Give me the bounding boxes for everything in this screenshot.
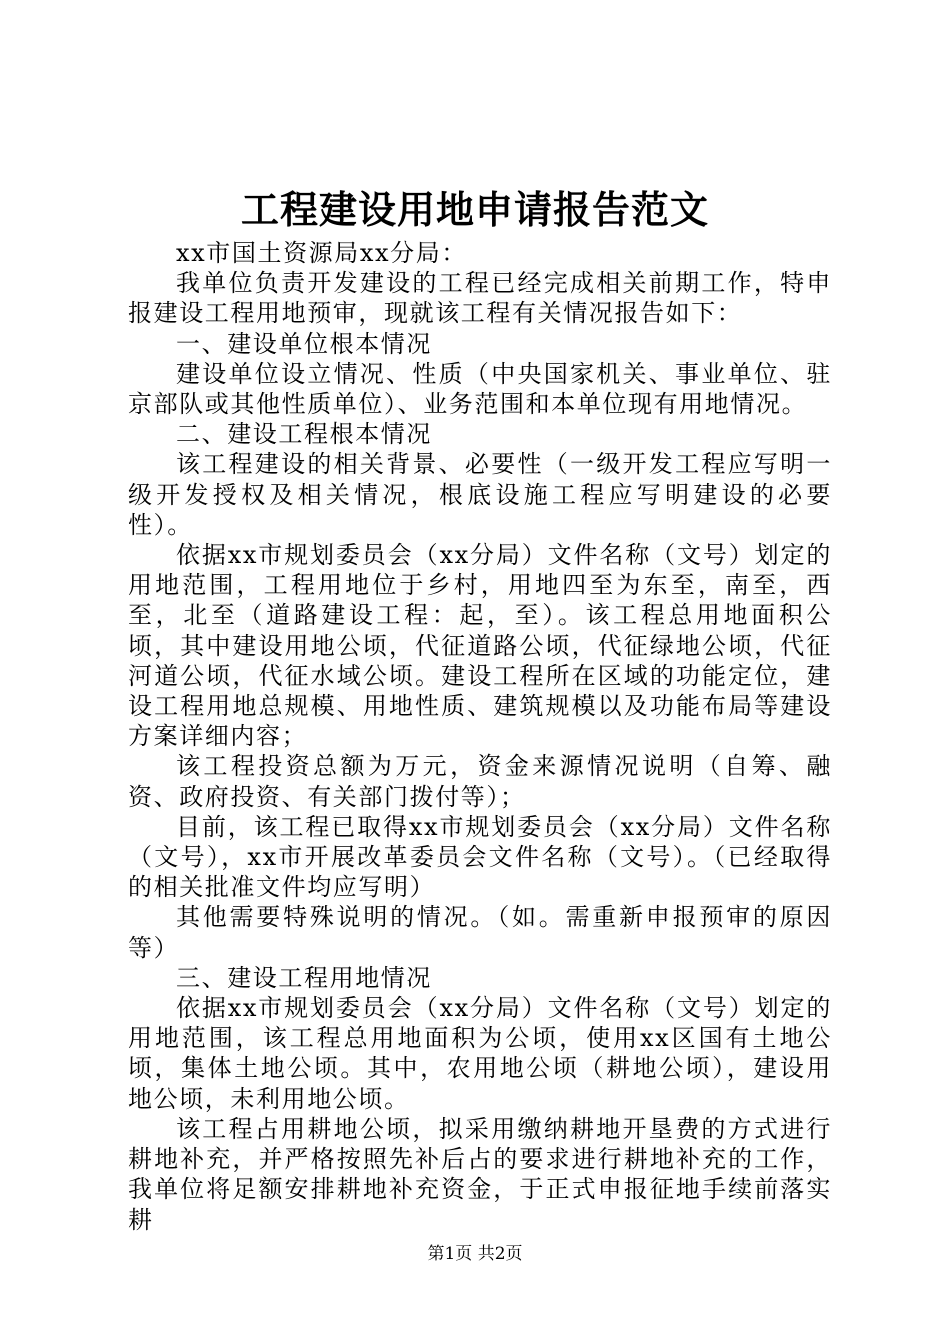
paragraph-background: 该工程建设的相关背景、必要性（一级开发工程应写明一级开发授权及相关情况，根底设施工程应写明建设的必要性）。 xyxy=(128,450,832,539)
document-title: 工程建设用地申请报告范文 xyxy=(240,187,709,232)
document-body xyxy=(128,238,832,1235)
page-footer: 第1页 共2页 xyxy=(427,1244,523,1264)
paragraph-unit-info: 建设单位设立情况、性质（中央国家机关、事业单位、驻京部队或其他性质单位）、业务范围和本单位现有用地情况。 xyxy=(128,359,832,419)
salutation: xx市国土资源局xx分局： xyxy=(176,239,467,267)
paragraph-investment: 该工程投资总额为万元，资金来源情况说明（自筹、融资、政府投资、有关部门拨付等）； xyxy=(128,752,832,811)
paragraph-approvals: 目前，该工程已取得xx市规划委员会（xx分局）文件名称（文号），xx市开展改革委员会文件名称（文号）。（已经取得的相关批准文件均应写明） xyxy=(128,812,832,902)
section-heading-2: 二、建设工程根本情况 xyxy=(176,420,432,449)
paragraph-special-notes: 其他需要特殊说明的情况。（如。需重新申报预审的原因等） xyxy=(128,903,832,962)
paragraph-intro: 我单位负责开发建设的工程已经完成相关前期工作，特申报建设工程用地预审，现就该工程有关情况报告如下： xyxy=(128,269,832,328)
paragraph-farmland: 该工程占用耕地公顷，拟采用缴纳耕地开垦费的方式进行耕地补充，并严格按照先补后占的要求进行耕地补充的工作，我单位将足额安排耕地补充资金，于正式申报征地手续前落实耕 xyxy=(128,1114,832,1234)
section-heading-3: 三、建设工程用地情况 xyxy=(176,963,432,992)
section-heading-1: 一、建设单位根本情况 xyxy=(176,329,432,358)
paragraph-scope: 依据xx市规划委员会（xx分局）文件名称（文号）划定的用地范围，工程用地位于乡村，用地四至为东至，南至，西至，北至（道路建设工程：起，至）。该工程总用地面积公顷，其中建设用地公顷，代征道路公顷，代征绿地公顷，代征河道公顷，代征水域公顷。建设工程所在区域的功能定位，建设工程用地总规模、用地性质、建筑规模以及功能布局等建设方案详细内容； xyxy=(128,541,832,751)
paragraph-land-area: 依据xx市规划委员会（xx分局）文件名称（文号）划定的用地范围，该工程总用地面积为公顷，使用xx区国有土地公顷，集体土地公顷。其中，农用地公顷（耕地公顷），建设用地公顷，未利用地公顷。 xyxy=(128,994,832,1113)
